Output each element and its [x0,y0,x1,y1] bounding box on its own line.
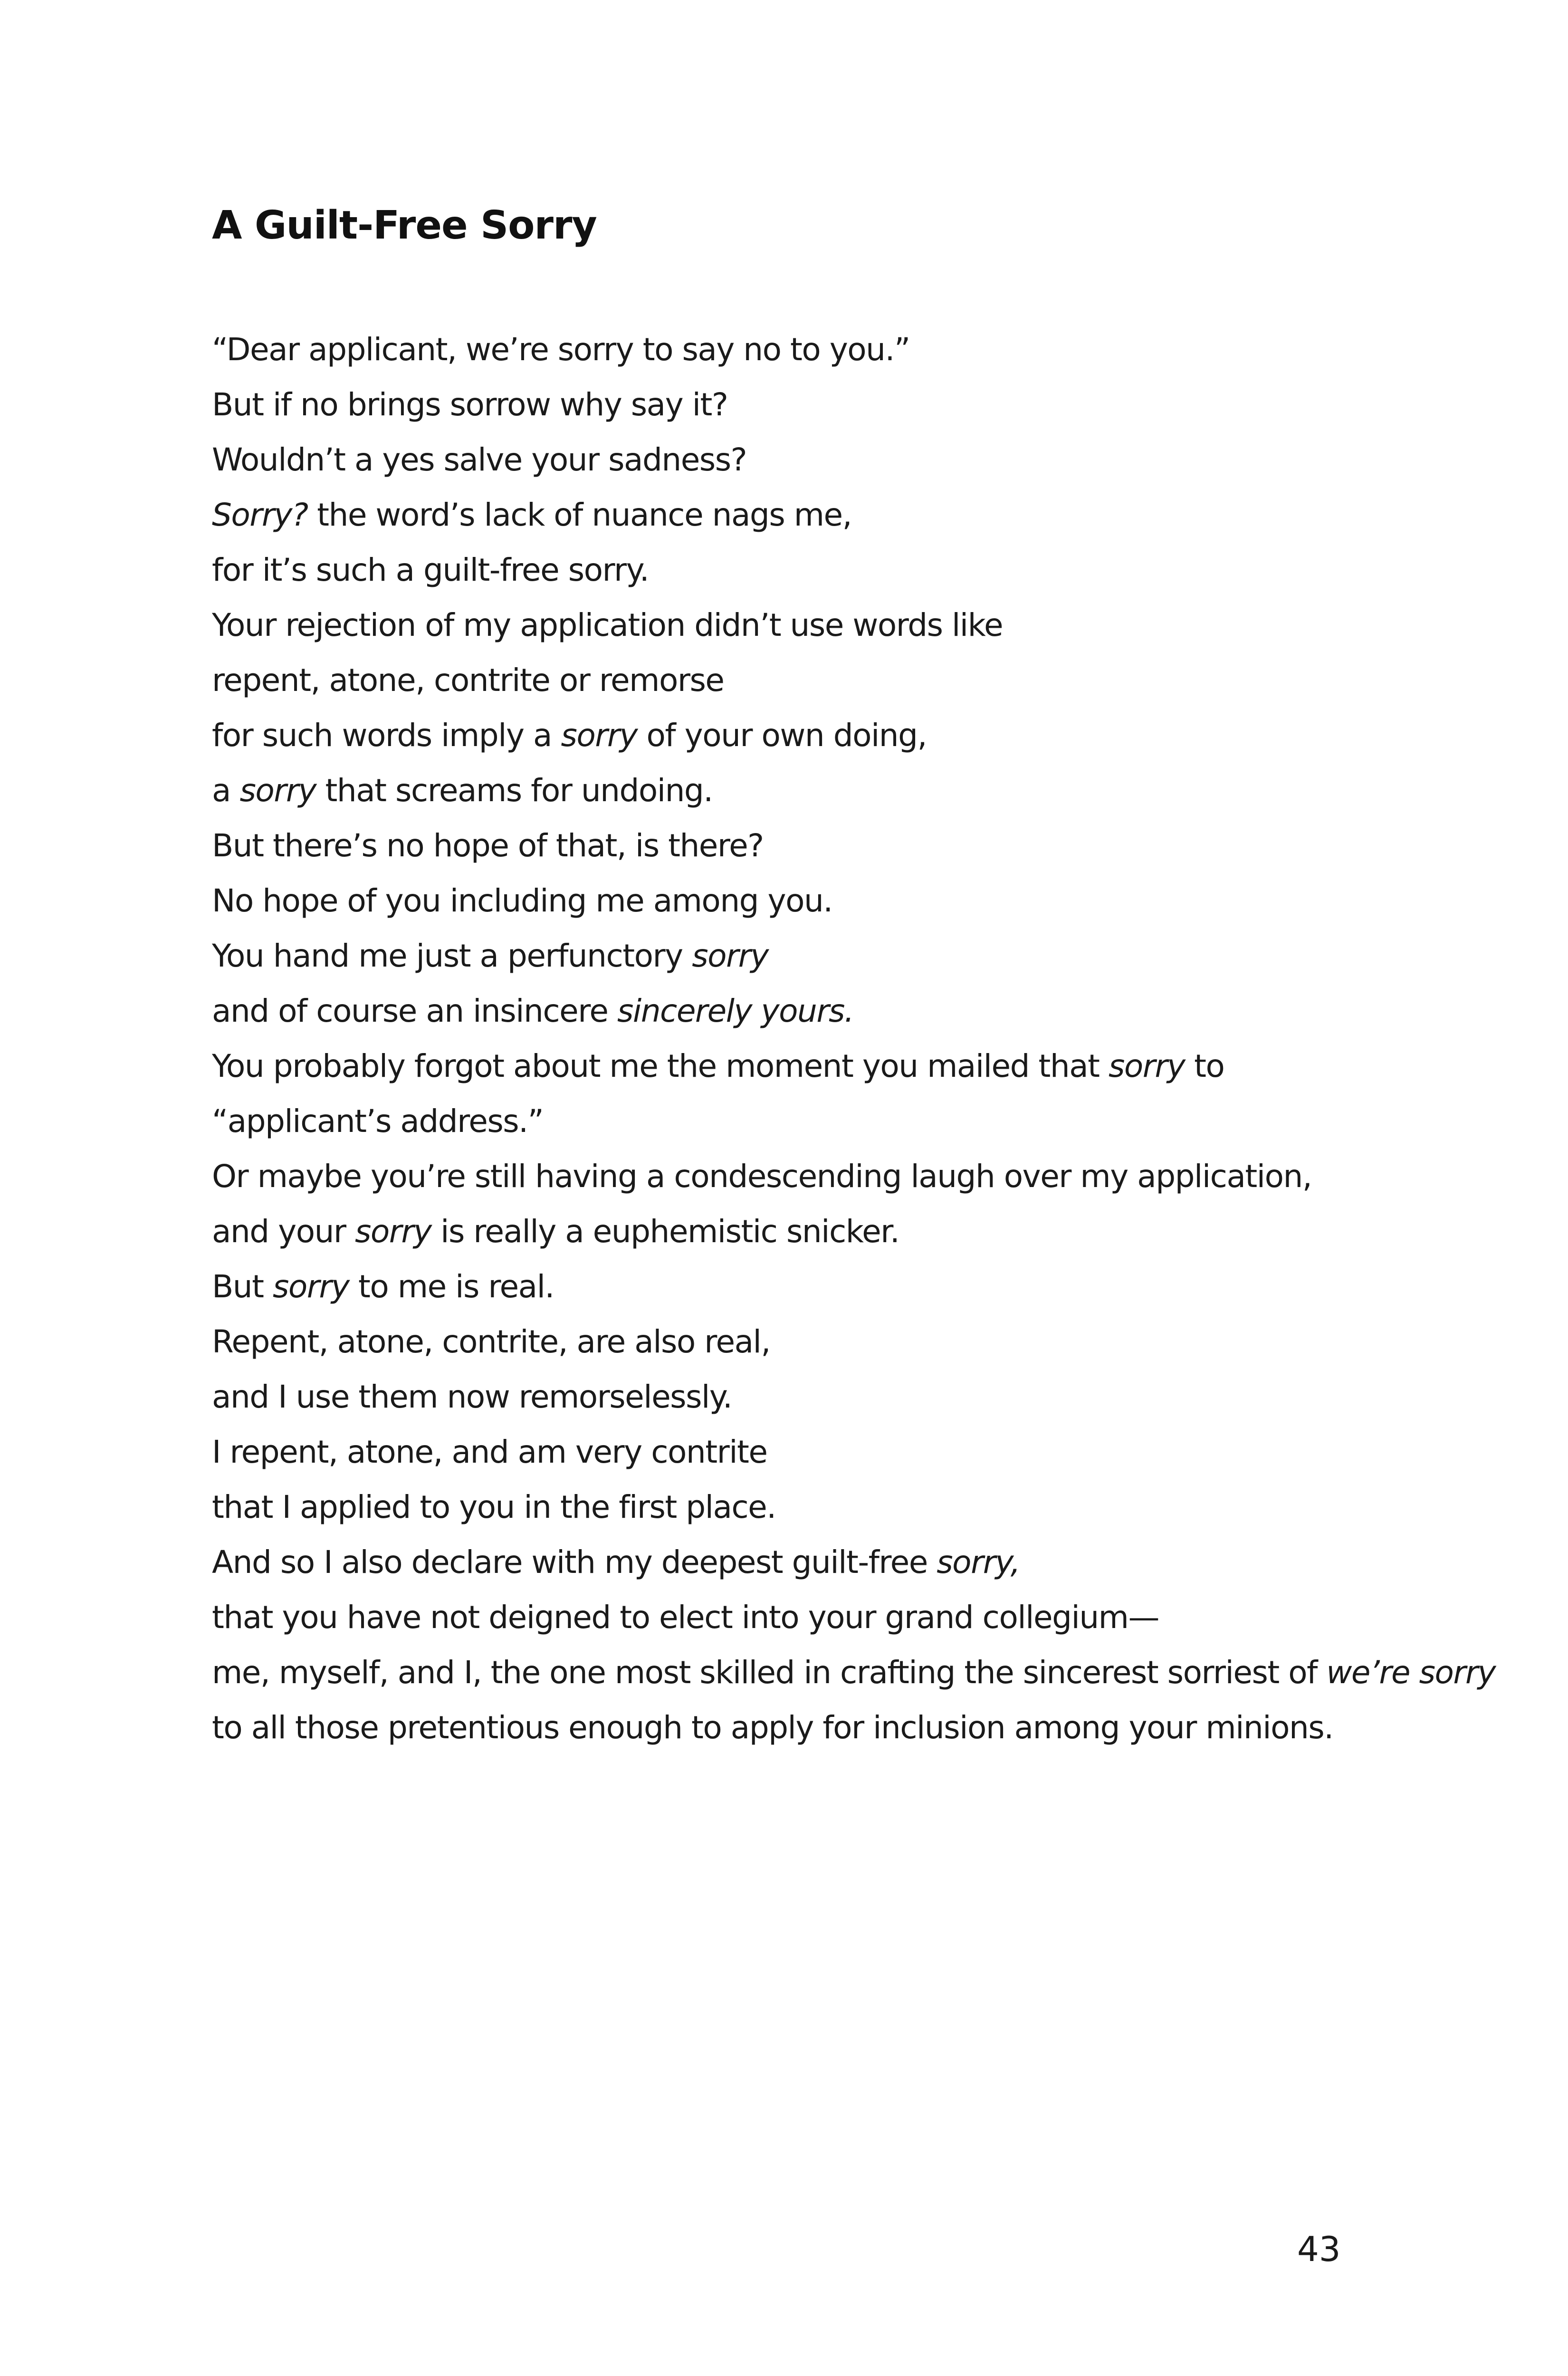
poem-line [212,377,1542,432]
poem-line [212,1204,1542,1259]
poem-line [212,1645,1542,1700]
poem-line [212,432,1542,488]
line-text: that I applied to you in the first place. [212,1489,776,1525]
line-text: No hope of you including me among you. [212,882,832,919]
italic-phrase: sorry [272,1268,349,1305]
poem-line [212,322,1542,377]
italic-phrase: Sorry? [212,497,308,533]
poem-line [212,929,1542,984]
poem-line [212,873,1542,929]
line-text: repent, atone, contrite or remorse [212,662,724,699]
line-text: And so I also declare with my deepest guilt-free [212,1544,937,1581]
poem-line [212,763,1542,818]
poem-line [212,1590,1542,1645]
line-text: You hand me just a perfunctory [212,938,692,974]
poem-line [212,1370,1542,1425]
line-text: and of course an insincere [212,993,617,1029]
line-text: But if no brings sorrow why say it? [212,386,728,423]
line-text: Or maybe you’re still having a condescending laugh over my application, [212,1158,1312,1195]
poem-line [212,818,1542,873]
poem-line [212,598,1542,653]
line-text: to [1185,1048,1224,1084]
italic-phrase: sorry [239,772,316,809]
line-text: You probably forgot about me the moment you mailed that [212,1048,1109,1084]
line-text: for such words imply a [212,717,561,754]
line-text: Repent, atone, contrite, are also real, [212,1323,770,1360]
line-text: But there’s no hope of that, is there? [212,827,764,864]
poem-line [212,1094,1542,1149]
italic-phrase: sorry [692,938,768,974]
poem-line [212,708,1542,763]
italic-phrase: sorry [561,717,638,754]
line-text: “applicant’s address.” [212,1103,544,1140]
line-text: that you have not deigned to elect into your grand collegium— [212,1599,1159,1636]
line-text: “Dear applicant, we’re sorry to say no to you.” [212,331,910,368]
poem-line [212,1535,1542,1590]
poem-body [212,322,1542,1755]
italic-phrase: sorry [355,1213,431,1250]
line-text: Wouldn’t a yes salve your sadness? [212,441,747,478]
line-text: me, myself, and I, the one most skilled in crafting the sincerest sorriest of [212,1654,1327,1691]
poem-line [212,543,1542,598]
poem-line [212,1480,1542,1535]
line-text: But [212,1268,273,1305]
italic-phrase: we’re sorry [1326,1654,1496,1691]
line-text: I repent, atone, and am very contrite [212,1434,767,1470]
poem-line [212,1039,1542,1094]
poem-line [212,1314,1542,1370]
line-text: of your own doing, [637,717,927,754]
poem-line [212,653,1542,708]
line-text: the word’s lack of nuance nags me, [307,497,852,533]
italic-phrase: sorry [1109,1048,1185,1084]
line-text: is really a euphemistic snicker. [431,1213,899,1250]
poem-line [212,1259,1542,1314]
line-text: to all those pretentious enough to apply for inclusion among your minions. [212,1709,1333,1746]
italic-phrase: sorry, [937,1544,1020,1581]
poem-line [212,488,1542,543]
line-text: that screams for undoing. [316,772,713,809]
poem-line [212,1149,1542,1204]
poem-line [212,1700,1542,1755]
line-text: and your [212,1213,355,1250]
poem-title: A Guilt-Free Sorry [212,203,597,248]
line-text: to me is real. [349,1268,554,1305]
poem-line [212,1425,1542,1480]
line-text: Your rejection of my application didn’t use words like [212,607,1003,643]
line-text: for it’s such a guilt-free sorry. [212,552,649,588]
page-number: 43 [1297,2229,1341,2269]
poem-line [212,984,1542,1039]
italic-phrase: sincerely yours. [617,993,854,1029]
line-text: and I use them now remorselessly. [212,1379,732,1415]
line-text: a [212,772,240,809]
